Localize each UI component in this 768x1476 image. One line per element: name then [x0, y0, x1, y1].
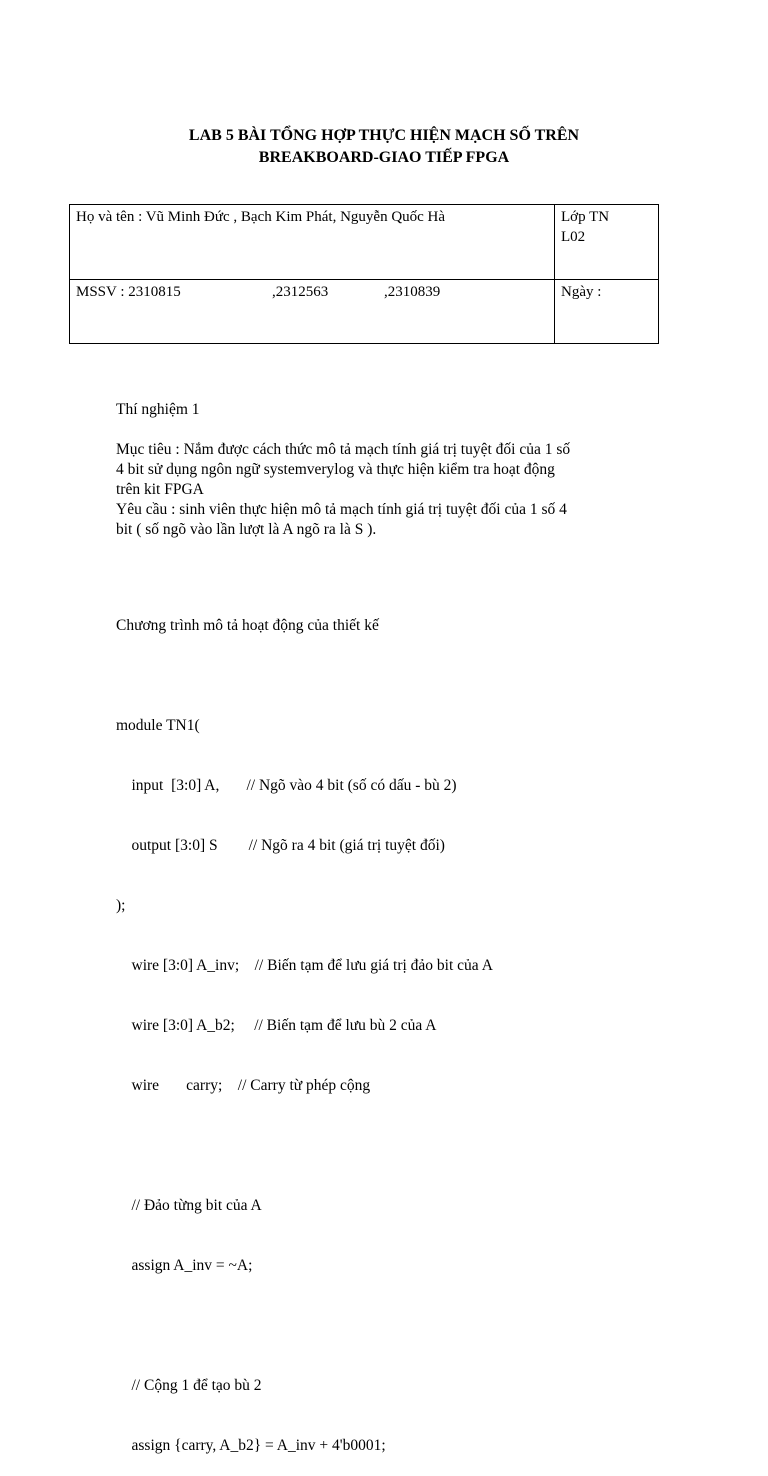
document-title — [0, 125, 768, 169]
requirement-line-2: bit ( số ngõ vào lần lượt là A ngõ ra là S ). — [116, 521, 377, 538]
experiment-section — [116, 400, 656, 636]
code-line: module TN1( — [116, 717, 200, 734]
code-line — [116, 1316, 676, 1336]
class-cell — [555, 205, 659, 280]
program-heading: Chương trình mô tả hoạt động của thiết kế — [116, 617, 379, 634]
objective-line-3: trên kit FPGA — [116, 481, 204, 498]
code-line: assign A_inv = ~A; — [116, 1257, 253, 1274]
code-line: // Đảo từng bit của A — [116, 1197, 262, 1214]
class-code: L02 — [561, 229, 586, 245]
objective-line-2: 4 bit sử dụng ngôn ngữ systemverylog và thực hiện kiểm tra hoạt động — [116, 461, 555, 478]
class-label: Lớp TN — [561, 209, 610, 225]
code-line — [116, 1136, 676, 1156]
student-id-3: ,2310839 — [384, 284, 441, 300]
code-line: output [3:0] S // Ngõ ra 4 bit (giá trị tuyệt đối) — [116, 837, 445, 854]
table-row — [70, 280, 659, 344]
student-id-cell — [70, 280, 555, 344]
code-line: wire [3:0] A_inv; // Biến tạm để lưu giá trị đảo bit của A — [116, 957, 493, 974]
date-cell: Ngày : — [555, 280, 659, 344]
code-line: input [3:0] A, // Ngõ vào 4 bit (số có dấu - bù 2) — [116, 777, 457, 794]
requirement-line-1: Yêu cầu : sinh viên thực hiện mô tả mạch tính giá trị tuyệt đối của 1 số 4 — [116, 501, 567, 518]
code-block — [116, 676, 676, 1476]
student-id-1: MSSV : 2310815 — [76, 284, 181, 300]
code-line: wire [3:0] A_b2; // Biến tạm để lưu bù 2 của A — [116, 1017, 437, 1034]
code-line: ); — [116, 897, 126, 914]
student-id-2: ,2312563 — [272, 284, 329, 300]
title-line-1: LAB 5 BÀI TỔNG HỢP THỰC HIỆN MẠCH SỐ TRÊN — [188, 127, 580, 144]
code-line: wire carry; // Carry từ phép cộng — [116, 1077, 371, 1094]
objective-line-1: Mục tiêu : Nắm được cách thức mô tả mạch tính giá trị tuyệt đối của 1 số — [116, 441, 571, 458]
student-info-table — [69, 204, 659, 344]
student-names-cell: Họ và tên : Vũ Minh Đức , Bạch Kim Phát, Nguyễn Quốc Hà — [70, 205, 555, 280]
code-line: // Cộng 1 để tạo bù 2 — [116, 1377, 262, 1394]
title-line-2: BREAKBOARD-GIAO TIẾP FPGA — [258, 149, 510, 166]
code-line: assign {carry, A_b2} = A_inv + 4'b0001; — [116, 1437, 386, 1454]
experiment-heading: Thí nghiệm 1 — [116, 401, 200, 418]
table-row — [70, 205, 659, 280]
